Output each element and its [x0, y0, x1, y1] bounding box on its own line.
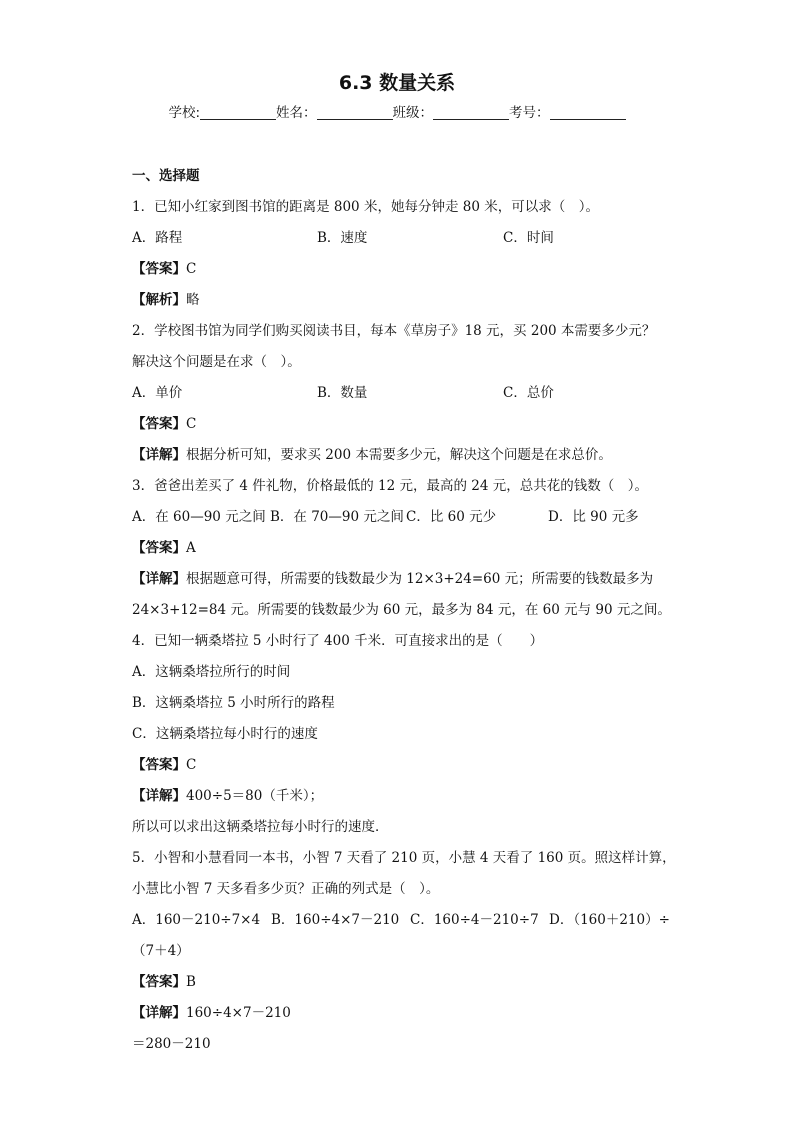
explain-tag: 【详解】	[132, 447, 186, 463]
option-a: A．160－210÷7×4	[132, 912, 261, 928]
question-5-stem-line-2: 小慧比小智 7 天多看多少页？正确的列式是（ ）。	[132, 881, 440, 897]
question-4-option-c: C．这辆桑塔拉每小时行的速度	[132, 726, 318, 742]
question-1-stem: 1．已知小红家到图书馆的距离是 800 米，她每分钟走 80 米，可以求（ ）。	[132, 199, 599, 215]
name-blank[interactable]	[317, 105, 393, 120]
answer-tag: 【答案】	[132, 540, 186, 556]
option-a: A．单价	[132, 385, 183, 401]
question-content	[132, 161, 677, 1060]
answer-tag: 【答案】	[132, 261, 186, 277]
school-label: 学校:	[168, 105, 201, 121]
explain-tag: 【详解】	[132, 788, 186, 804]
section-heading: 一、选择题	[132, 168, 200, 184]
question-3-options	[132, 502, 677, 533]
exam-number-label: 考号：	[509, 105, 550, 121]
question-1-explanation	[132, 285, 677, 316]
option-c: C．160÷4－210÷7	[410, 912, 539, 928]
question-3-answer	[132, 533, 677, 564]
explain-text: 略	[186, 292, 200, 308]
explain-text: 160÷4×7－210	[186, 1005, 291, 1021]
answer-tag: 【答案】	[132, 757, 186, 773]
question-2-options	[132, 378, 677, 409]
question-3-explanation-line-2: 24×3+12=84 元。所需要的钱数最少为 60 元，最多为 84 元，在 60 元与 90 元之间。	[132, 602, 671, 618]
question-1-options	[132, 223, 677, 254]
answer-value: A	[186, 540, 196, 556]
class-label: 班级：	[392, 105, 434, 121]
option-b: B．160÷4×7－210	[271, 912, 400, 928]
option-b: B．在 70—90 元之间	[270, 509, 404, 525]
option-d: D．比 90 元多	[548, 509, 639, 525]
answer-value: C	[186, 261, 197, 277]
explain-text: 根据题意可得，所需要的钱数最少为 12×3+24=60 元；所需要的钱数最多为	[186, 571, 654, 587]
option-c: C．总价	[503, 385, 554, 401]
question-2-stem-line-1: 2．学校图书馆为同学们购买阅读书目，每本《草房子》18 元，买 200 本需要多少元？	[132, 323, 656, 339]
question-1-answer	[132, 254, 677, 285]
question-5-explanation-line-1	[132, 998, 677, 1029]
answer-value: C	[186, 757, 197, 773]
answer-value: B	[186, 974, 196, 990]
explain-text: 400÷5＝80（千米）；	[186, 788, 324, 804]
option-b: B．速度	[317, 230, 368, 246]
answer-value: C	[186, 416, 197, 432]
question-4-stem: 4．已知一辆桑塔拉 5 小时行了 400 千米．可直接求出的是（ ）	[132, 633, 544, 649]
school-blank[interactable]	[200, 105, 276, 120]
option-a: A．在 60—90 元之间	[132, 509, 266, 525]
class-blank[interactable]	[433, 105, 509, 120]
question-2-explanation	[132, 440, 677, 471]
question-3-explanation-line-1	[132, 564, 677, 595]
option-c: C．时间	[503, 230, 554, 246]
explain-tag: 【详解】	[132, 1005, 186, 1021]
explain-text: 根据分析可知，要求买 200 本需要多少元，解决这个问题是在求总价。	[186, 447, 612, 463]
question-2-answer	[132, 409, 677, 440]
name-label: 姓名：	[276, 105, 317, 121]
option-c: C．比 60 元少	[406, 509, 497, 525]
page-title: 6.3 数量关系	[338, 72, 456, 94]
question-4-explanation-line-2: 所以可以求出这辆桑塔拉每小时行的速度．	[132, 819, 389, 835]
question-5-explanation-line-2: ＝280－210	[132, 1036, 211, 1052]
question-4-answer	[132, 750, 677, 781]
answer-tag: 【答案】	[132, 974, 186, 990]
question-4-option-a: A．这辆桑塔拉所行的时间	[132, 664, 291, 680]
exam-number-blank[interactable]	[550, 105, 626, 120]
question-5-stem-line-1: 5．小智和小慧看同一本书，小智 7 天看了 210 页，小慧 4 天看了 160 页。照这样计算，	[132, 850, 676, 866]
question-5-option-d-continued: （7＋4）	[132, 943, 190, 959]
explain-tag: 【详解】	[132, 571, 186, 587]
option-d: D．（160＋210）÷	[549, 912, 670, 928]
question-5-options	[132, 905, 677, 936]
question-4-explanation-line-1	[132, 781, 677, 812]
option-b: B．数量	[317, 385, 368, 401]
answer-tag: 【答案】	[132, 416, 186, 432]
question-2-stem-line-2: 解决这个问题是在求（ ）。	[132, 354, 301, 370]
option-a: A．路程	[132, 230, 183, 246]
explain-tag: 【解析】	[132, 292, 186, 308]
question-5-answer	[132, 967, 677, 998]
question-4-option-b: B．这辆桑塔拉 5 小时所行的路程	[132, 695, 335, 711]
student-info-line	[0, 101, 794, 121]
question-3-stem: 3．爸爸出差买了 4 件礼物，价格最低的 12 元，最高的 24 元，总共花的钱数（ ）。	[132, 478, 649, 494]
